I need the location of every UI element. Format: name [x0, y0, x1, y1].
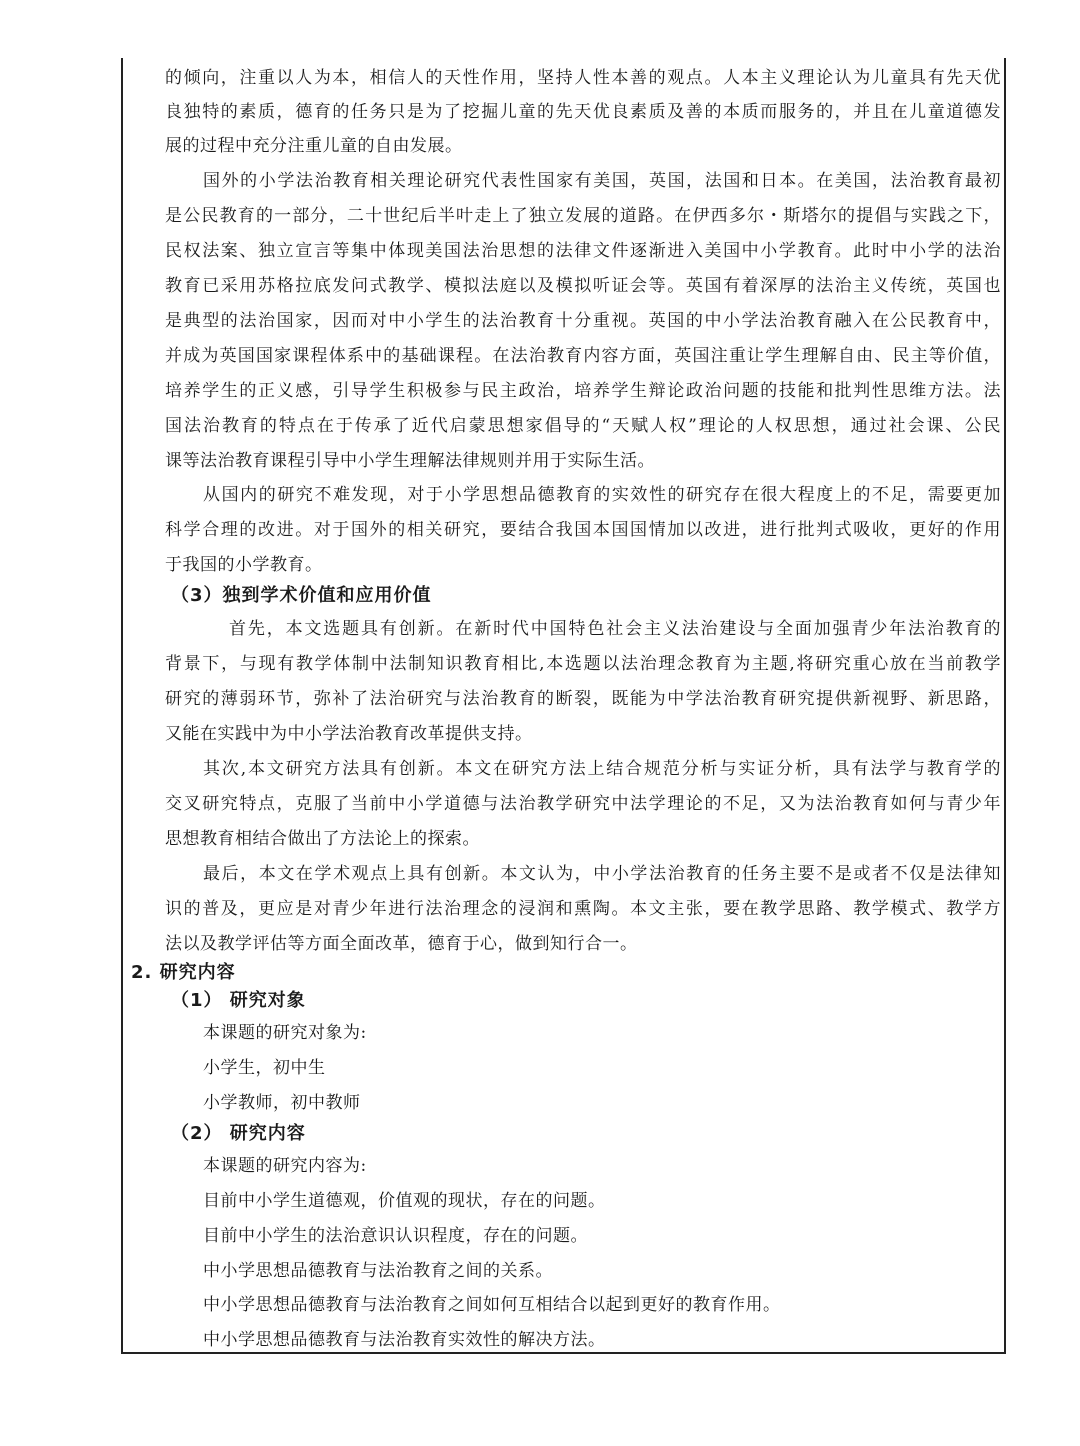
subsection-title: （2） 研究内容 — [171, 1123, 306, 1144]
text-line: 国法治教育的特点在于传承了近代启蒙思想家倡导的“天赋人权”理论的人权思想，通过社会课、公民 — [165, 416, 1001, 436]
text-line: 于我国的小学教育。 — [165, 555, 323, 575]
section-heading: （3）独到学术价值和应用价值 — [171, 585, 432, 606]
list-item: 小学教师，初中教师 — [203, 1093, 361, 1113]
text-line: 其次,本文研究方法具有创新。本文在研究方法上结合规范分析与实证分析，具有法学与教育学的 — [203, 759, 1001, 779]
list-item: 小学生，初中生 — [203, 1058, 326, 1078]
text-line: 并成为英国国家课程体系中的基础课程。在法治教育内容方面，英国注重让学生理解自由、民主等价值， — [165, 346, 1001, 366]
text-line: 课等法治教育课程引导中小学生理解法律规则并用于实际生活。 — [165, 451, 655, 471]
text-line: 研究的薄弱环节，弥补了法治研究与法治教育的断裂，既能为中学法治教育研究提供新视野、新思路， — [165, 689, 1001, 709]
list-item: 目前中小学生道德观，价值观的现状，存在的问题。 — [203, 1191, 606, 1211]
text-line: 思想教育相结合做出了方法论上的探索。 — [165, 829, 480, 849]
text-line: 国外的小学法治教育相关理论研究代表性国家有美国，英国，法国和日本。在美国，法治教育最初 — [203, 171, 1001, 191]
text-line: 是典型的法治国家，因而对中小学生的法治教育十分重视。英国的中小学法治教育融入在公民教育中， — [165, 311, 1001, 331]
text-line: 科学合理的改进。对于国外的相关研究，要结合我国本国国情加以改进，进行批判式吸收，更好的作用 — [165, 520, 1001, 540]
list-intro: 本课题的研究内容为: — [203, 1156, 367, 1176]
list-item: 目前中小学生的法治意识认识程度，存在的问题。 — [203, 1226, 588, 1246]
list-item: 中小学思想品德教育与法治教育之间的关系。 — [203, 1261, 553, 1281]
text-line: 法以及教学评估等方面全面改革，德育于心，做到知行合一。 — [165, 934, 638, 954]
list-item: 中小学思想品德教育与法治教育之间如何互相结合以起到更好的教育作用。 — [203, 1295, 781, 1315]
text-line: 识的普及，更应是对青少年进行法治理念的浸润和熏陶。本文主张，要在教学思路、教学模式、教学方 — [165, 899, 1001, 919]
text-line: 背景下，与现有教学体制中法制知识教育相比,本选题以法治理念教育为主题,将研究重心放在当前教学 — [165, 654, 1001, 674]
text-line: 良独特的素质，德育的任务只是为了挖掘儿童的先天优良素质及善的本质而服务的，并且在儿童道德发 — [165, 102, 1001, 122]
list-item: 中小学思想品德教育与法治教育实效性的解决方法。 — [203, 1330, 606, 1350]
text-line: 培养学生的正义感，引导学生积极参与民主政治，培养学生辩论政治问题的技能和批判性思维方法。法 — [165, 381, 1001, 401]
text-line: 从国内的研究不难发现，对于小学思想品德教育的实效性的研究存在很大程度上的不足，需要更加 — [203, 485, 1001, 505]
section-title: 2. 研究内容 — [131, 962, 236, 983]
list-intro: 本课题的研究对象为: — [203, 1023, 367, 1043]
text-line: 首先，本文选题具有创新。在新时代中国特色社会主义法治建设与全面加强青少年法治教育的 — [229, 619, 1001, 639]
text-line: 的倾向，注重以人为本，相信人的天性作用，坚持人性本善的观点。人本主义理论认为儿童具有先天优 — [165, 68, 1001, 88]
text-line: 又能在实践中为中小学法治教育改革提供支持。 — [165, 724, 533, 744]
text-line: 展的过程中充分注重儿童的自由发展。 — [165, 136, 463, 156]
text-line: 最后，本文在学术观点上具有创新。本文认为，中小学法治教育的任务主要不是或者不仅是法律知 — [203, 864, 1001, 884]
subsection-title: （1） 研究对象 — [171, 990, 306, 1011]
text-line: 民权法案、独立宣言等集中体现美国法治思想的法律文件逐渐进入美国中小学教育。此时中小学的法治 — [165, 241, 1001, 261]
text-line: 教育已采用苏格拉底发问式教学、模拟法庭以及模拟听证会等。英国有着深厚的法治主义传统，英国也 — [165, 276, 1001, 296]
text-line: 是公民教育的一部分，二十世纪后半叶走上了独立发展的道路。在伊西多尔・斯塔尔的提倡与实践之下， — [165, 206, 1001, 226]
document-frame — [121, 58, 1006, 1354]
text-line: 交叉研究特点，克服了当前中小学道德与法治教学研究中法学理论的不足，又为法治教育如何与青少年 — [165, 794, 1001, 814]
